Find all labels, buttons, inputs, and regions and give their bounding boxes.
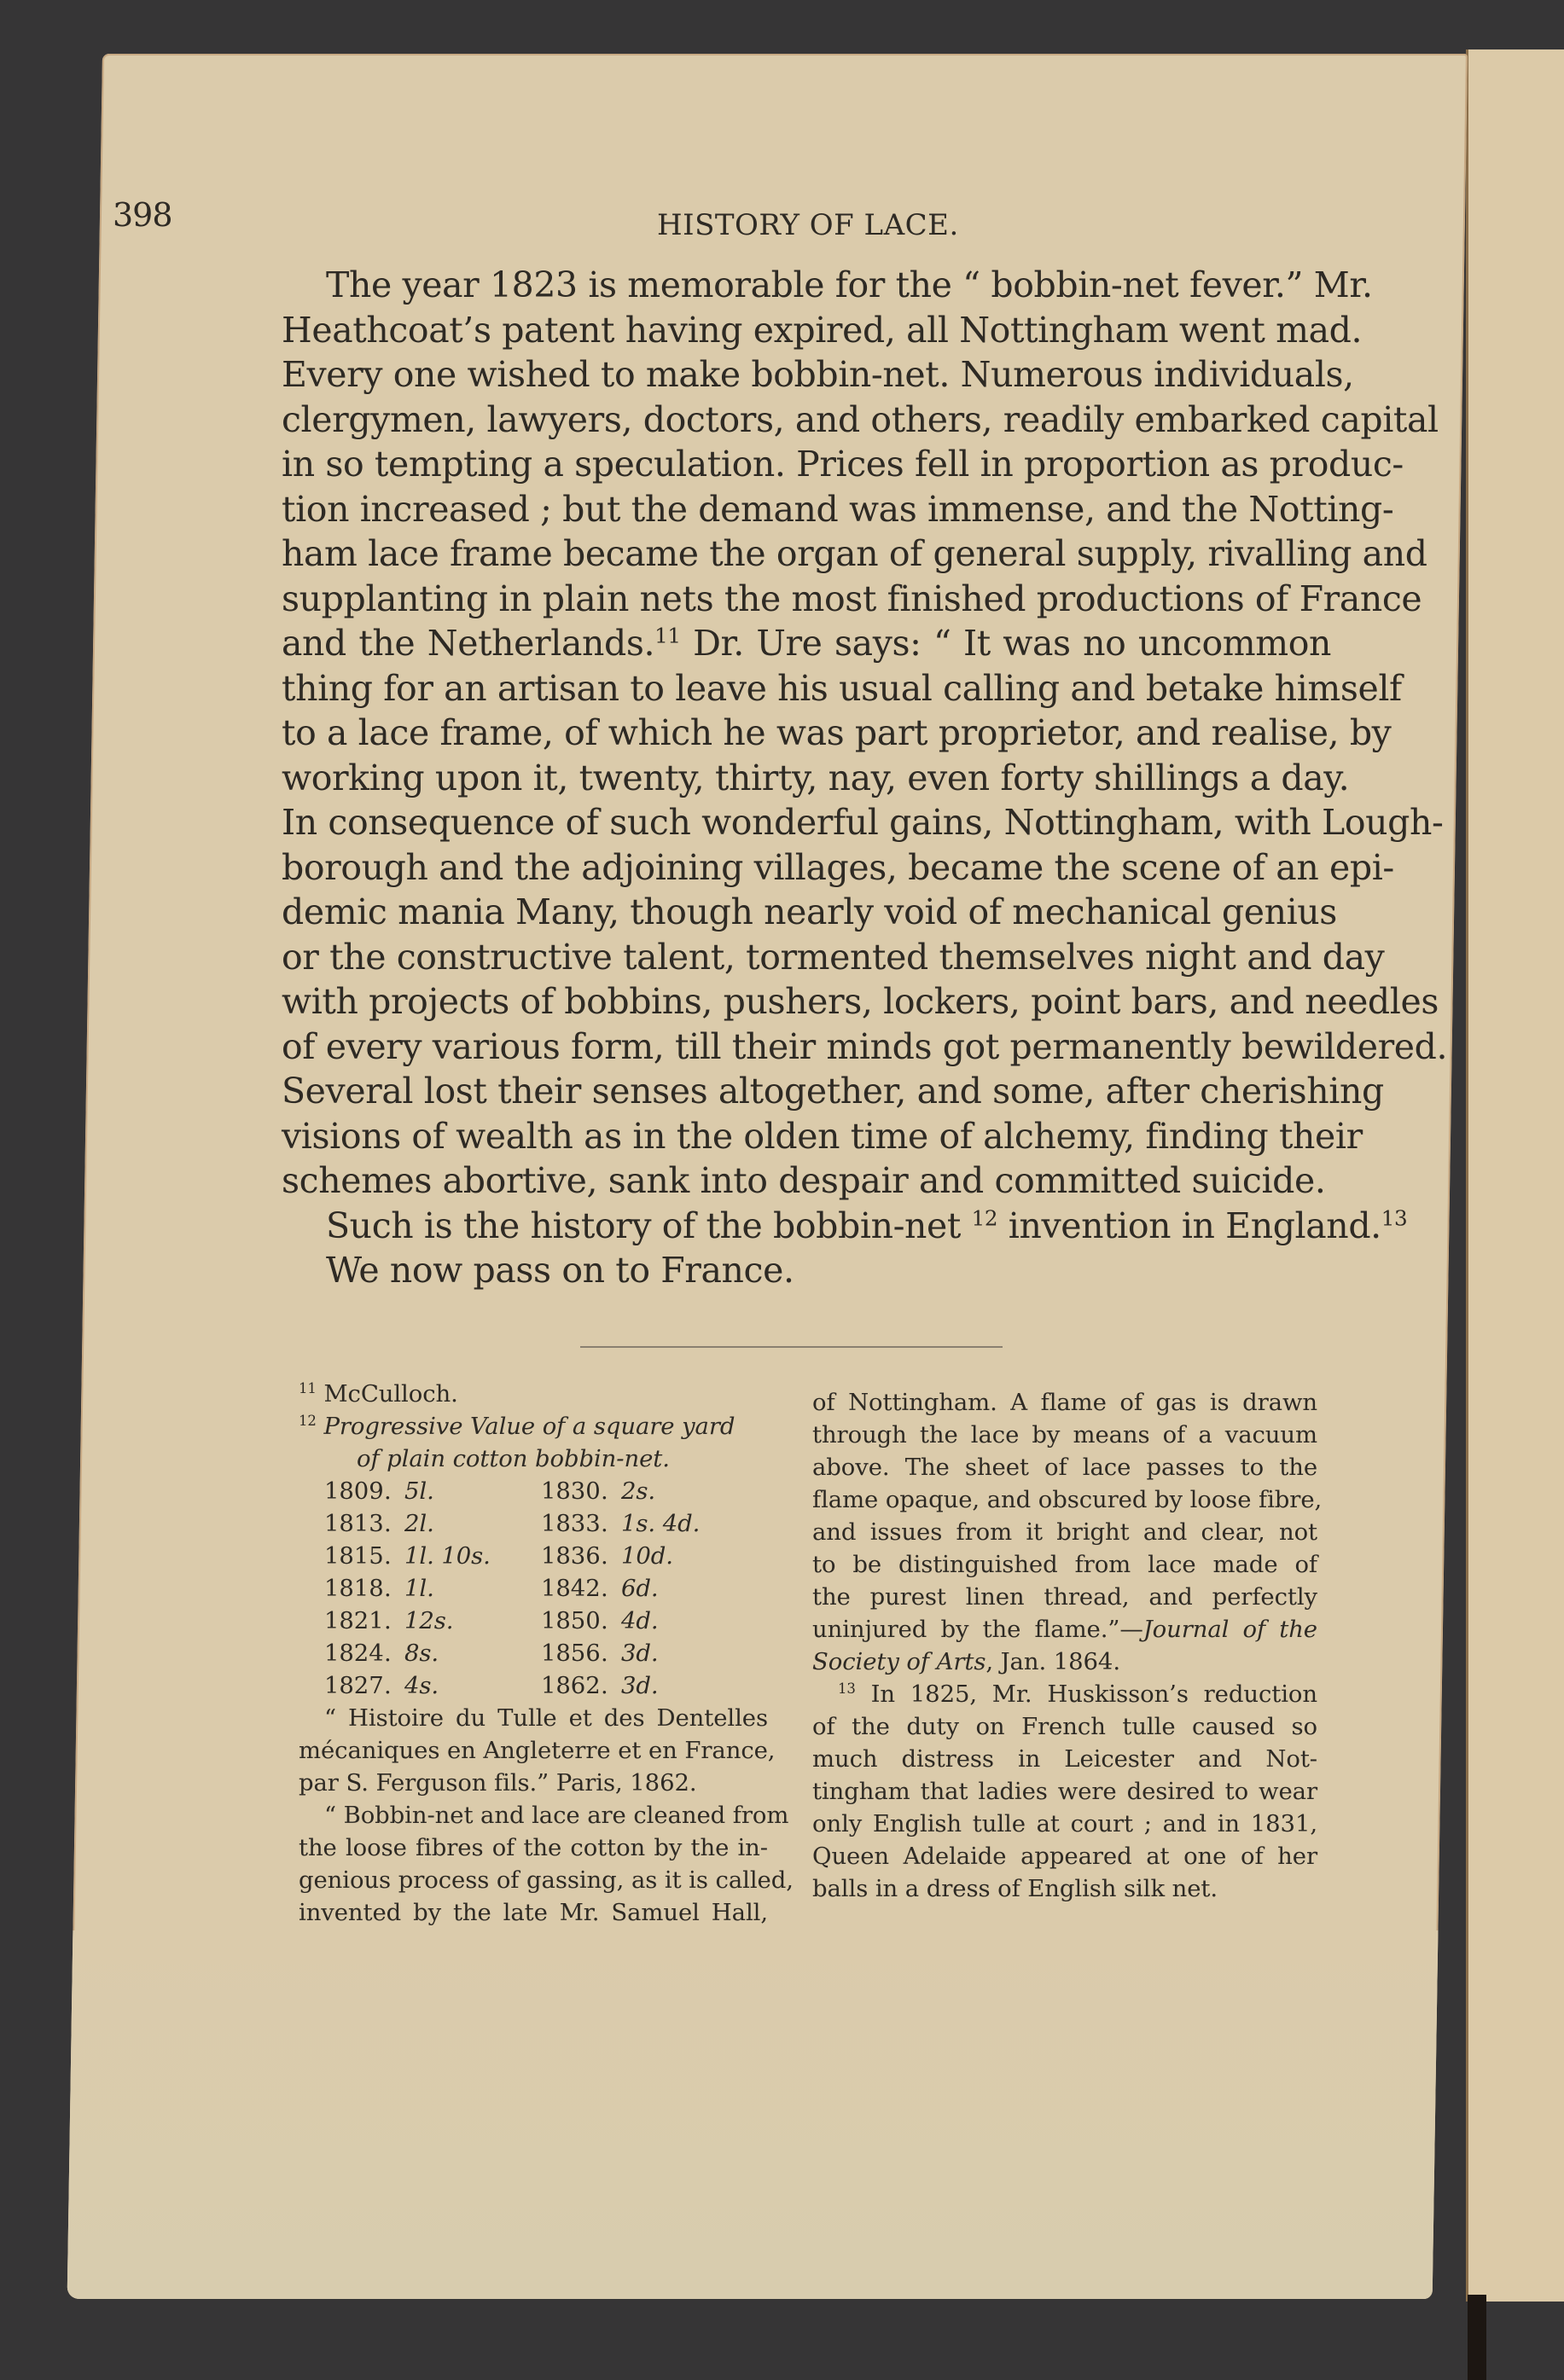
footnote-13-line: much distress in Leicester and Not- xyxy=(812,1745,1317,1773)
footnote-13: $^{13}$ In 1825, Mr. Huskisson’s reduction xyxy=(838,1680,1317,1708)
body-line: in so tempting a speculation. Prices fell in proportion as produc- xyxy=(282,444,1404,485)
footnote-13-line: tingham that ladies were desired to wear xyxy=(812,1778,1317,1805)
footnote-11: $^{11}$ McCulloch. xyxy=(299,1379,458,1408)
body-line: visions of wealth as in the olden time of alchemy, finding their xyxy=(282,1115,1363,1157)
footnote-13-line: only English tulle at court ; and in 1831, xyxy=(812,1810,1317,1837)
body-line: and the Netherlands.$^{11}$ Dr. Ure says: “ It was no uncommon xyxy=(282,623,1331,664)
body-line: tion increased ; but the demand was immense, and the Notting- xyxy=(282,488,1394,530)
body-line: In consequence of such wonderful gains, Nottingham, with Lough- xyxy=(282,802,1444,843)
body-line: Every one wished to make bobbin-net. Numerous individuals, xyxy=(282,354,1354,395)
price-table: 1809 . 5l. 1830 . 2s. 1813 . 2l. 1833 . 1s. 4d. 1815 . 1l. 10s. 1836 . 10d. 1818 . 1l. 1842 . 6d. 1821 . 12s. 1850 . 4d. 1824 . 8s. 1856 . 3d. 1827 . 4s. 1862 . 3d. xyxy=(324,1477,701,1699)
footnote-12-gassing-cont: of Nottingham. A flame of gas is drawn xyxy=(812,1389,1317,1416)
body-line: clergymen, lawyers, doctors, and others, readily embarked capital xyxy=(282,398,1439,440)
footnote-12-gassing-cont: flame opaque, and obscured by loose fibre, xyxy=(812,1486,1323,1513)
footnote-12-histoire: mécaniques en Angleterre et en France, xyxy=(299,1737,776,1764)
body-line: to a lace frame, of which he was part proprietor, and realise, by xyxy=(282,712,1392,753)
footnote-12-gassing-cont: uninjured by the flame.”—Journal of the xyxy=(812,1616,1317,1643)
footnote-13-line: balls in a dress of English silk net. xyxy=(812,1875,1218,1902)
footnote-12-gassing: genious process of gassing, as it is called, xyxy=(299,1866,794,1894)
page-number: 398 xyxy=(113,196,172,234)
body-line: supplanting in plain nets the most finished productions of France xyxy=(282,578,1422,619)
footnote-13-line: Queen Adelaide appeared at one of her xyxy=(812,1843,1317,1870)
body-line: working upon it, twenty, thirty, nay, even forty shillings a day. xyxy=(282,757,1350,798)
footnote-12-histoire: “ Histoire du Tulle et des Dentelles xyxy=(324,1704,768,1732)
footnotes-right-column xyxy=(812,1386,1323,1905)
body-line: Several lost their senses altogether, and some, after cherishing xyxy=(282,1071,1384,1112)
footnote-ref-12[interactable]: 12 xyxy=(971,1205,998,1230)
body-line: thing for an artisan to leave his usual calling and betake himself xyxy=(282,667,1402,709)
footnote-ref-11[interactable]: 11 xyxy=(654,623,681,648)
body-line: of every various form, till their minds got permanently bewildered. xyxy=(282,1025,1448,1067)
next-page-edge xyxy=(1466,49,1564,2302)
body-line: schemes abortive, sank into despair and committed suicide. xyxy=(282,1160,1326,1201)
footnote-12-gassing-cont: to be distinguished from lace made of xyxy=(812,1551,1317,1578)
footnotes-left-column xyxy=(299,1378,794,1929)
footnote-12-gassing-cont: through the lace by means of a vacuum xyxy=(812,1421,1317,1448)
main-text xyxy=(282,263,1448,1293)
footnote-12-gassing: invented by the late Mr. Samuel Hall, xyxy=(299,1899,768,1926)
footnote-12-title: $^{12}$ Progressive Value of a square yard xyxy=(299,1412,735,1440)
footnote-12-gassing: the loose fibres of the cotton by the in- xyxy=(299,1834,768,1861)
footnote-12-gassing-cont: above. The sheet of lace passes to the xyxy=(812,1454,1317,1481)
footnote-12-gassing-cont: and issues from it bright and clear, not xyxy=(812,1518,1317,1546)
body-line: with projects of bobbins, pushers, lockers, point bars, and needles xyxy=(282,981,1439,1022)
footnote-12-histoire: par S. Ferguson fils.” Paris, 1862. xyxy=(299,1769,697,1797)
footnote-13-line: of the duty on French tulle caused so xyxy=(812,1713,1317,1740)
footnote-12-gassing: “ Bobbin-net and lace are cleaned from xyxy=(324,1802,789,1829)
binding-shadow xyxy=(1468,2295,1486,2380)
body-line: We now pass on to France. xyxy=(326,1250,794,1291)
body-line: Heathcoat’s patent having expired, all Nottingham went mad. xyxy=(282,309,1363,351)
footnote-separator xyxy=(580,1346,1003,1348)
running-head: HISTORY OF LACE. xyxy=(657,208,959,242)
body-line: The year 1823 is memorable for the “ bobbin-net fever.” Mr. xyxy=(326,264,1373,305)
footnote-ref-13[interactable]: 13 xyxy=(1381,1205,1408,1230)
body-line: Such is the history of the bobbin-net $^{12}$ invention in England.$^{13}$ xyxy=(326,1205,1408,1246)
footnote-12-gassing-cont: the purest linen thread, and perfectly xyxy=(812,1583,1317,1611)
body-line: demic mania Many, though nearly void of mechanical genius xyxy=(282,891,1337,932)
body-line: or the constructive talent, tormented themselves night and day xyxy=(282,936,1385,978)
body-line: borough and the adjoining villages, became the scene of an epi- xyxy=(282,846,1394,888)
body-line: ham lace frame became the organ of general supply, rivalling and xyxy=(282,533,1427,574)
footnote-12-title-cont: of plain cotton bobbin-net. xyxy=(357,1445,670,1472)
footnote-12-source: Society of Arts, Jan. 1864. xyxy=(812,1648,1120,1675)
